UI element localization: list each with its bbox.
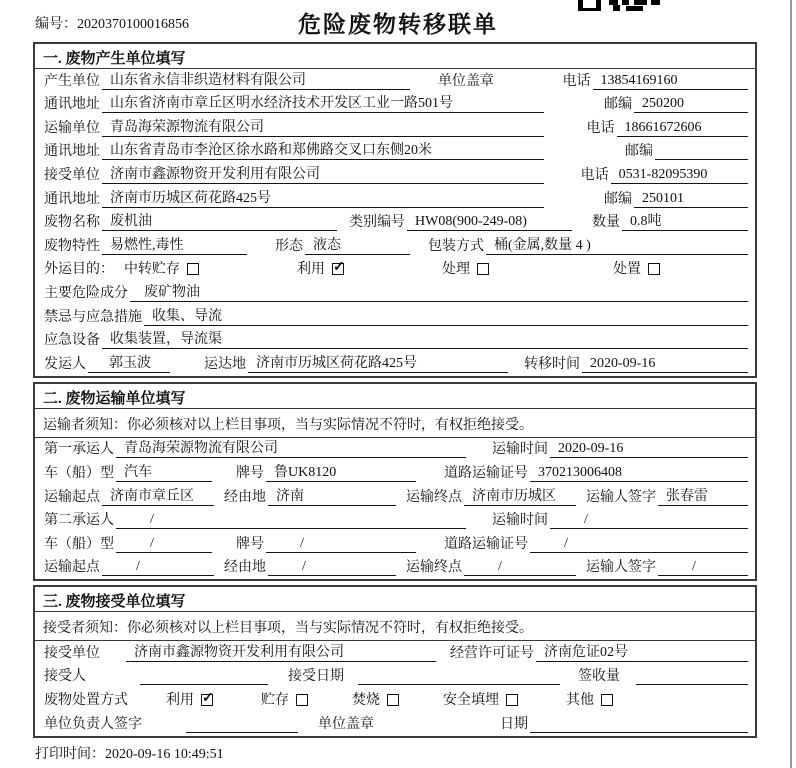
- received-amount-value: [636, 684, 748, 685]
- transporter-row: [35, 116, 755, 140]
- form-label: 形态: [275, 238, 303, 254]
- receiver-phone-value: 0531-82095390: [611, 166, 748, 184]
- print-time-label: 打印时间：: [35, 746, 105, 762]
- date-label: 日期: [500, 716, 528, 732]
- receiver-value: 济南市鑫源物资开发利用有限公司: [102, 166, 544, 184]
- plate1-value: 鲁UK8120: [266, 464, 416, 482]
- receiver-label: 接受单位: [44, 167, 100, 183]
- zip-label: 邮编: [604, 97, 632, 113]
- waste-name-row: [35, 211, 755, 235]
- packaging-label: 包装方式: [428, 238, 484, 254]
- vehicle-type-label: 车（船）型: [44, 536, 114, 552]
- road-permit2-value: /: [530, 535, 748, 553]
- hazard-component-row: [35, 281, 755, 305]
- shipper-value: 郭玉波: [88, 355, 170, 373]
- emergency-equipment-label: 应急设备: [44, 333, 100, 349]
- disposal-option-label: 焚烧: [352, 693, 380, 709]
- checkbox-icon: [601, 694, 613, 706]
- serial-value: 2020370100016856: [77, 17, 189, 32]
- producer-phone-value: 13854169160: [593, 72, 749, 90]
- transport-time-label: 运输时间: [492, 513, 548, 529]
- transporter-sign1-value: 张春雷: [658, 488, 748, 506]
- carrier1-value: 青岛海荣源物流有限公司: [116, 440, 466, 458]
- carrier1-label: 第一承运人: [44, 442, 114, 458]
- transporter-phone-value: 18661672606: [617, 119, 749, 137]
- endpoint1-value: 济南市历城区: [464, 488, 576, 506]
- producer-label: 产生单位: [44, 73, 100, 89]
- transporter-sign-label: 运输人签字: [586, 560, 656, 576]
- disposal-option-incinerate: [350, 692, 399, 709]
- transporter-address-value: 山东省青岛市李沧区徐水路和郑佛路交叉口东侧20米: [102, 142, 544, 160]
- page-title: 危险废物转移联单: [298, 12, 498, 37]
- receiver-notice-label: 接受者须知：: [43, 621, 127, 637]
- address-label: 通讯地址: [44, 97, 100, 113]
- accept-unit-row: [35, 641, 755, 665]
- zip-label: 邮编: [625, 144, 653, 160]
- producer-value: 山东省永信非织造材料有限公司: [102, 72, 410, 90]
- producer-address-row: [35, 93, 755, 117]
- disposal-option-landfill: [441, 692, 518, 709]
- phone-label: 电话: [586, 120, 615, 136]
- producer-address-value: 山东省济南市章丘区明水经济技术开发区工业一路501号: [102, 95, 544, 113]
- transfer-time-label: 转移时间: [524, 356, 580, 372]
- disposal-method-label: 废物处置方式: [44, 693, 128, 709]
- via2-value: /: [268, 558, 396, 576]
- via-label: 经由地: [224, 560, 266, 576]
- purpose-option-label: 利用: [297, 262, 325, 278]
- transfer-purpose-label: 外运目的：: [44, 262, 114, 278]
- checkbox-checked-icon: [332, 263, 344, 275]
- plate2-value: /: [266, 535, 416, 553]
- carrier2-time-value: /: [550, 511, 748, 529]
- serial-label: 编号：: [35, 17, 77, 32]
- disposal-option-label: 贮存: [261, 693, 289, 709]
- transporter-address-row: [35, 140, 755, 164]
- disposal-method-row: [35, 688, 755, 712]
- date-value: [530, 732, 748, 733]
- print-time: [35, 743, 796, 763]
- license-label: 经营许可证号: [450, 645, 534, 661]
- responsible-sign-row: [35, 712, 755, 736]
- purpose-option-label: 中转贮存: [124, 262, 180, 278]
- origin1-value: 济南市章丘区: [102, 488, 214, 506]
- transporter-sign-label: 运输人签字: [586, 489, 656, 505]
- purpose-option-label: 处理: [442, 262, 470, 278]
- origin2-value: /: [102, 558, 214, 576]
- received-amount-label: 签收量: [578, 669, 620, 685]
- document-header: [0, 0, 796, 42]
- recipient-value: [140, 684, 268, 685]
- accept-unit-value: 济南市鑫源物资开发利用有限公司: [126, 644, 436, 662]
- waste-name-value: 废机油: [102, 213, 337, 231]
- phone-label: 电话: [562, 73, 591, 89]
- qr-code-fragment-icon: [578, 0, 664, 11]
- receiver-address-value: 济南市历城区荷花路425号: [102, 190, 544, 208]
- plate-label: 牌号: [236, 465, 264, 481]
- purpose-option-label: 处置: [613, 262, 641, 278]
- section-receiver-heading: 三. 废物接受单位填写: [35, 587, 755, 612]
- road-permit-label: 道路运输证号: [444, 536, 528, 552]
- category-code-label: 类别编号: [349, 215, 405, 231]
- endpoint-label: 运输终点: [406, 489, 462, 505]
- disposal-option-label: 安全填埋: [443, 693, 499, 709]
- destination-value: 济南市历城区荷花路425号: [248, 355, 508, 373]
- transporter-notice: [35, 409, 755, 438]
- endpoint2-value: /: [464, 558, 576, 576]
- category-code-value: HW08(900-249-08): [407, 213, 572, 231]
- disposal-option-storage: [259, 692, 308, 709]
- precautions-row: [35, 305, 755, 329]
- purpose-option-dispose: [611, 261, 660, 278]
- transporter-label: 运输单位: [44, 120, 100, 136]
- recipient-row: [35, 665, 755, 689]
- transporter-notice-text: 你必须核对以上栏目事项，当与实际情况不符时，有权拒绝接受。: [127, 417, 533, 433]
- checkbox-icon: [296, 694, 308, 706]
- emergency-equipment-value: 收集装置，导流渠: [102, 331, 748, 349]
- route1-row: [35, 485, 755, 509]
- origin-label: 运输起点: [44, 489, 100, 505]
- receiver-address-row: [35, 187, 755, 211]
- purpose-option-utilize: [295, 261, 344, 278]
- carrier1-row: [35, 438, 755, 462]
- vehicle1-type-value: 汽车: [116, 464, 212, 482]
- via-label: 经由地: [224, 489, 266, 505]
- road-permit-label: 道路运输证号: [444, 465, 528, 481]
- responsible-sign-value: [186, 732, 298, 733]
- accept-unit-label: 接受单位: [44, 645, 100, 661]
- transporter-zip-value: [655, 159, 748, 160]
- vehicle-type-label: 车（船）型: [44, 465, 114, 481]
- transport-time-label: 运输时间: [492, 442, 548, 458]
- section-producer: [33, 42, 757, 378]
- producer-row: [35, 69, 755, 93]
- recipient-label: 接受人: [44, 669, 86, 685]
- checkbox-icon: [387, 694, 399, 706]
- route2-row: [35, 556, 755, 580]
- vehicle2-type-value: /: [116, 535, 212, 553]
- quantity-label: 数量: [592, 215, 620, 231]
- unit-seal-label: 单位盖章: [318, 716, 374, 732]
- disposal-option-other: [564, 692, 613, 709]
- zip-label: 邮编: [604, 191, 632, 207]
- carrier2-value: /: [116, 511, 466, 529]
- shipper-row: [35, 352, 755, 376]
- checkbox-icon: [506, 694, 518, 706]
- waste-name-label: 废物名称: [44, 215, 100, 231]
- carrier2-label: 第二承运人: [44, 513, 114, 529]
- phone-label: 电话: [580, 167, 609, 183]
- checkbox-icon: [477, 263, 489, 275]
- waste-traits-row: [35, 234, 755, 258]
- packaging-value: 桶(金属,数量 4 ): [486, 237, 748, 255]
- transporter-sign2-value: /: [658, 558, 748, 576]
- disposal-option-label: 利用: [166, 693, 194, 709]
- via1-value: 济南: [268, 488, 396, 506]
- precautions-label: 禁忌与应急措施: [44, 309, 142, 325]
- waste-traits-label: 废物特性: [44, 238, 100, 254]
- print-time-value: 2020-09-16 10:49:51: [105, 746, 224, 762]
- scan-edge-line: [790, 0, 792, 768]
- vehicle2-row: [35, 532, 755, 556]
- producer-zip-value: 250200: [634, 95, 748, 113]
- quantity-value: 0.8吨: [622, 213, 748, 231]
- responsible-sign-label: 单位负责人签字: [44, 716, 142, 732]
- checkbox-checked-icon: [201, 694, 213, 706]
- section-transporter-heading: 二. 废物运输单位填写: [35, 384, 755, 409]
- transfer-time-value: 2020-09-16: [582, 355, 748, 373]
- precautions-value: 收集、导流: [144, 308, 748, 326]
- hazard-component-label: 主要危险成分: [44, 285, 128, 301]
- receiver-zip-value: 250101: [634, 190, 748, 208]
- accept-date-value: [358, 684, 560, 685]
- transfer-purpose-row: [35, 258, 755, 282]
- plate-label: 牌号: [236, 536, 264, 552]
- disposal-option-utilize: [164, 692, 213, 709]
- origin-label: 运输起点: [44, 560, 100, 576]
- vehicle1-row: [35, 461, 755, 485]
- transporter-value: 青岛海荣源物流有限公司: [102, 119, 544, 137]
- shipper-label: 发运人: [44, 356, 86, 372]
- form-value: 液态: [305, 237, 410, 255]
- receiver-notice: [35, 612, 755, 641]
- address-label: 通讯地址: [44, 191, 100, 207]
- receiver-row: [35, 163, 755, 187]
- section-receiver: [33, 585, 757, 737]
- hazard-component-value: 废矿物油: [130, 284, 748, 302]
- address-label: 通讯地址: [44, 144, 100, 160]
- emergency-equipment-row: [35, 329, 755, 353]
- destination-label: 运达地: [204, 356, 246, 372]
- section-producer-heading: 一. 废物产生单位填写: [35, 44, 755, 69]
- serial-number: [35, 13, 189, 33]
- carrier1-time-value: 2020-09-16: [550, 440, 748, 458]
- checkbox-icon: [648, 263, 660, 275]
- purpose-option-transit-storage: [122, 261, 199, 278]
- license-value: 济南危证02号: [536, 644, 748, 662]
- transporter-notice-label: 运输者须知：: [43, 417, 127, 433]
- carrier2-row: [35, 509, 755, 533]
- purpose-option-treat: [440, 261, 489, 278]
- section-transporter: [33, 382, 757, 582]
- accept-date-label: 接受日期: [288, 669, 344, 685]
- road-permit1-value: 370213006408: [530, 464, 748, 482]
- unit-seal-label: 单位盖章: [438, 73, 494, 89]
- waste-traits-value: 易燃性,毒性: [102, 237, 247, 255]
- receiver-notice-text: 你必须核对以上栏目事项，当与实际情况不符时，有权拒绝接受。: [127, 621, 533, 637]
- endpoint-label: 运输终点: [406, 560, 462, 576]
- disposal-option-label: 其他: [566, 693, 594, 709]
- checkbox-icon: [187, 263, 199, 275]
